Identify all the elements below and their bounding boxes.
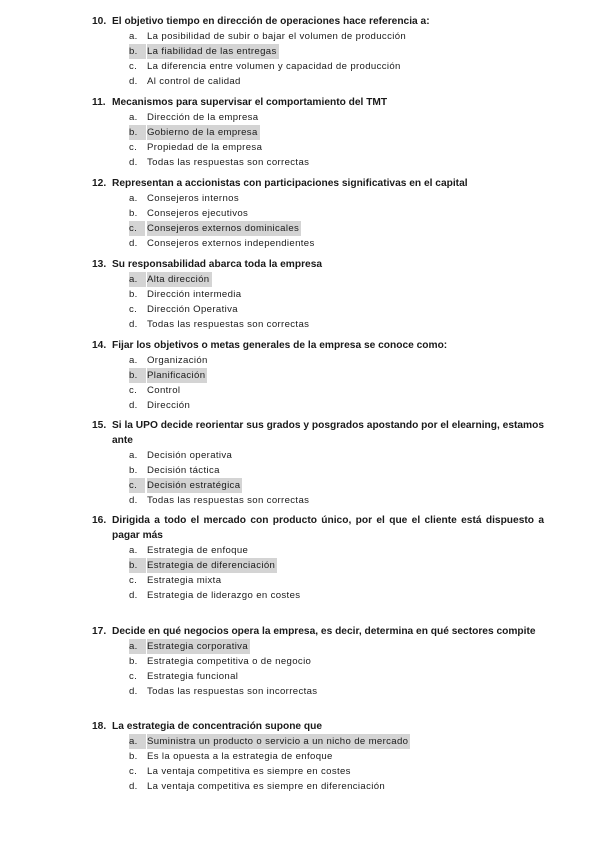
option-d: d. Todas las respuestas son correctas <box>129 319 310 330</box>
option-a: a. La posibilidad de subir o bajar el volumen de producción <box>129 31 407 42</box>
question-15 <box>92 418 544 508</box>
options-list <box>92 639 544 699</box>
question-text: 11. Mecanismos para supervisar el comportamiento del TMT <box>92 97 388 108</box>
option-b: b. Es la opuesta a la estrategia de enfoque <box>129 751 333 762</box>
option-d: d. Dirección <box>129 400 191 411</box>
option-c: c. Propiedad de la empresa <box>129 142 263 153</box>
option-b: b. Estrategia competitiva o de negocio <box>129 656 312 667</box>
question-text: 15. Si la UPO decide reorientar sus grados y posgrados apostando por el elearning, estamos ante <box>92 420 544 446</box>
options-list <box>92 272 544 332</box>
option-d: d. Todas las respuestas son correctas <box>129 157 310 168</box>
option-d: d. Consejeros externos independientes <box>129 238 315 249</box>
question-16 <box>92 513 544 603</box>
option-c: c. La ventaja competitiva es siempre en costes <box>129 766 351 777</box>
option-b-highlighted: b. Gobierno de la empresa <box>129 127 258 138</box>
options-list <box>92 734 544 794</box>
option-c: c. Estrategia funcional <box>129 671 239 682</box>
options-list <box>92 29 544 89</box>
option-a-highlighted: a. Estrategia corporativa <box>129 641 249 652</box>
option-b-highlighted: b. Planificación <box>129 370 206 381</box>
question-text: 13. Su responsabilidad abarca toda la empresa <box>92 259 323 270</box>
question-text: 12. Representan a accionistas con participaciones significativas en el capital <box>92 178 468 189</box>
options-list <box>92 353 544 413</box>
option-c: c. Estrategia mixta <box>129 575 222 586</box>
question-10 <box>92 14 544 89</box>
options-list <box>92 110 544 170</box>
option-a-highlighted: a. Alta dirección <box>129 274 210 285</box>
question-12 <box>92 176 544 251</box>
option-b-highlighted: b. La fiabilidad de las entregas <box>129 46 277 57</box>
option-b: b. Consejeros ejecutivos <box>129 208 249 219</box>
question-text: 18. La estrategia de concentración supone que <box>92 721 323 732</box>
question-text: 16. Dirigida a todo el mercado con producto único, por el que el cliente está dispuesto a pagar más <box>92 515 544 541</box>
option-d: d. Todas las respuestas son incorrectas <box>129 686 318 697</box>
option-b: b. Decisión táctica <box>129 465 220 476</box>
option-d: d. Al control de calidad <box>129 76 241 87</box>
option-b: b. Dirección intermedia <box>129 289 242 300</box>
option-a: a. Decisión operativa <box>129 450 233 461</box>
question-13 <box>92 257 544 332</box>
option-a: a. Organización <box>129 355 208 366</box>
option-d: d. La ventaja competitiva es siempre en diferenciación <box>129 781 386 792</box>
option-c: c. La diferencia entre volumen y capacidad de producción <box>129 61 401 72</box>
option-c: c. Control <box>129 385 181 396</box>
option-d: d. Estrategia de liderazgo en costes <box>129 590 301 601</box>
question-14 <box>92 338 544 413</box>
question-18 <box>92 719 544 794</box>
option-a: a. Dirección de la empresa <box>129 112 259 123</box>
option-a: a. Consejeros internos <box>129 193 239 204</box>
question-17 <box>92 624 544 699</box>
options-list <box>92 543 544 603</box>
option-d: d. Todas las respuestas son correctas <box>129 495 310 506</box>
option-a-highlighted: a. Suministra un producto o servicio a un nicho de mercado <box>129 736 409 747</box>
question-text: 14. Fijar los objetivos o metas generales de la empresa se conoce como: <box>92 340 448 351</box>
options-list <box>92 191 544 251</box>
option-c-highlighted: c. Consejeros externos dominicales <box>129 223 300 234</box>
question-text: 10. El objetivo tiempo en dirección de operaciones hace referencia a: <box>92 16 430 27</box>
question-11 <box>92 95 544 170</box>
option-c: c. Dirección Operativa <box>129 304 238 315</box>
options-list <box>92 448 544 508</box>
question-text: 17. Decide en qué negocios opera la empresa, es decir, determina en qué sectores compite <box>92 626 536 637</box>
option-b-highlighted: b. Estrategia de diferenciación <box>129 560 276 571</box>
option-a: a. Estrategia de enfoque <box>129 545 249 556</box>
option-c-highlighted: c. Decisión estratégica <box>129 480 241 491</box>
